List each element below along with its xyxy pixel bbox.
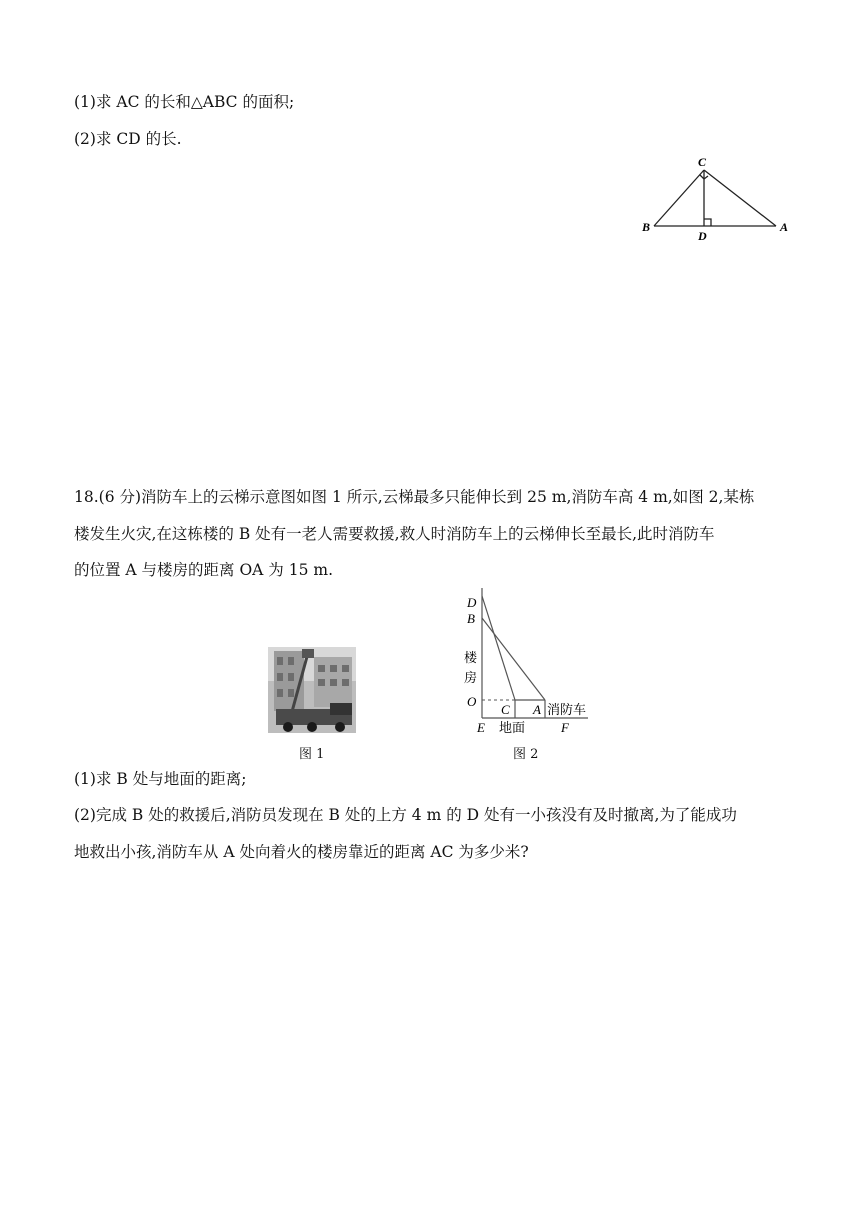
label-O: O [467,694,477,709]
segment-BC [654,170,704,226]
q17-part1: (1)求 AC 的长和△ABC 的面积; [74,93,295,111]
label-C: C [501,702,510,717]
label-A: A [780,220,789,234]
fire-truck-photo [268,647,356,733]
ladder-BA [482,618,545,700]
label-B: B [642,220,651,234]
figure-1-caption: 图 1 [299,747,325,762]
label-building-2: 房 [464,670,478,685]
label-F: F [561,720,569,735]
label-E: E [477,720,485,735]
label-D: D [698,229,707,242]
label-A: A [533,702,541,717]
label-C: C [698,155,707,169]
q18-text-line2: 楼发生火灾,在这栋楼的 B 处有一老人需要救援,救人时消防车上的云梯伸长至最长,此时消防车 [74,525,715,543]
q18-part1: (1)求 B 处与地面的距离; [74,770,247,788]
q18-part2-line2: 地救出小孩,消防车从 A 处向着火的楼房靠近的距离 AC 为多少米? [74,843,529,861]
q18-part2-line1: (2)完成 B 处的救援后,消防员发现在 B 处的上方 4 m 的 D 处有一小孩没有及时撤离,为了能成功 [74,806,737,824]
q17-triangle-figure [640,150,800,242]
label-D: D [467,595,477,610]
right-angle-mark-D [704,219,711,226]
q18-text-line1: 18.(6 分)消防车上的云梯示意图如图 1 所示,云梯最多只能伸长到 25 m,消防车高 4 m,如图 2,某栋 [74,488,755,506]
ladder-DC [482,596,515,700]
figure-2-caption: 图 2 [513,747,539,762]
label-ground: 地面 [499,720,526,735]
label-B: B [467,611,475,626]
q17-part2: (2)求 CD 的长. [74,130,182,148]
segment-CA [704,170,776,226]
label-building-1: 楼 [464,650,478,665]
label-truck: 消防车 [547,702,587,717]
fire-ladder-diagram [460,586,600,736]
q18-text-line3: 的位置 A 与楼房的距离 OA 为 15 m. [74,561,334,579]
